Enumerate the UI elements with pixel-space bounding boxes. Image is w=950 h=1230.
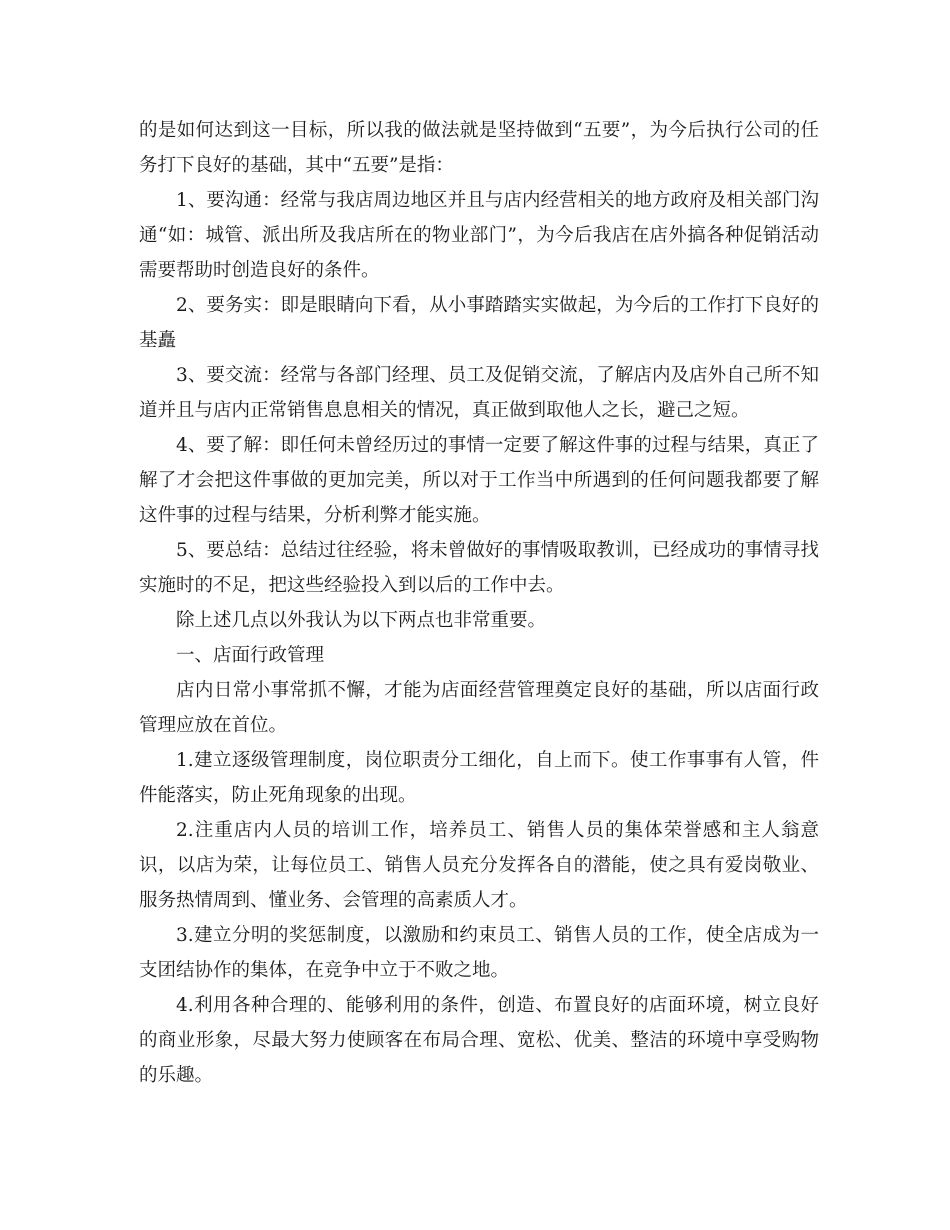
section-heading: 一、店面行政管理	[176, 645, 325, 666]
paragraph-item-communicate: 1、要沟通：经常与我店周边地区并且与店内经营相关的地方政府及相关部门沟通“如：城管、派出所及我店所在的物业部门”，为今后我店在店外搞各种促销活动需要帮助时创造良好的条件。	[139, 190, 819, 281]
paragraph-continuation: 的是如何达到这一目标，所以我的做法就是坚持做到“五要”，为今后执行公司的任务打下良好的基础，其中“五要”是指：	[139, 120, 819, 176]
paragraph-section-intro: 店内日常小事常抓不懈，才能为店面经营管理奠定良好的基础，所以店面行政管理应放在首位。	[139, 680, 819, 736]
document-body	[139, 113, 819, 1093]
paragraph-point-4: 4.利用各种合理的、能够利用的条件，创造、布置良好的店面环境，树立良好的商业形象，尽最大努力使顾客在布局合理、宽松、优美、整洁的环境中享受购物的乐趣。	[139, 995, 819, 1086]
paragraph-point-2: 2.注重店内人员的培训工作，培养员工、销售人员的集体荣誉感和主人翁意识，以店为荣，让每位员工、销售人员充分发挥各自的潜能，使之具有爱岗敬业、服务热情周到、懂业务、会管理的高素质人才。	[139, 820, 819, 911]
paragraph-item-practical: 2、要务实：即是眼睛向下看，从小事踏踏实实做起，为今后的工作打下良好的基矗	[139, 295, 819, 351]
paragraph-item-exchange: 3、要交流：经常与各部门经理、员工及促销交流，了解店内及店外自己所不知道并且与店内正常销售息息相关的情况，真正做到取他人之长，避己之短。	[139, 365, 819, 421]
paragraph-item-summarize: 5、要总结：总结过往经验，将未曾做好的事情吸取教训，已经成功的事情寻找实施时的不足，把这些经验投入到以后的工作中去。	[139, 540, 819, 596]
paragraph-transition: 除上述几点以外我认为以下两点也非常重要。	[176, 610, 547, 631]
paragraph-point-3: 3.建立分明的奖惩制度，以激励和约束员工、销售人员的工作，使全店成为一支团结协作的集体，在竞争中立于不败之地。	[139, 925, 819, 981]
paragraph-point-1: 1.建立逐级管理制度，岗位职责分工细化，自上而下。使工作事事有人管，件件能落实，防止死角现象的出现。	[139, 750, 819, 806]
paragraph-item-understand: 4、要了解：即任何未曾经历过的事情一定要了解这件事的过程与结果，真正了解了才会把这件事做的更加完美，所以对于工作当中所遇到的任何问题我都要了解这件事的过程与结果，分析利弊才能实施。	[139, 435, 819, 526]
